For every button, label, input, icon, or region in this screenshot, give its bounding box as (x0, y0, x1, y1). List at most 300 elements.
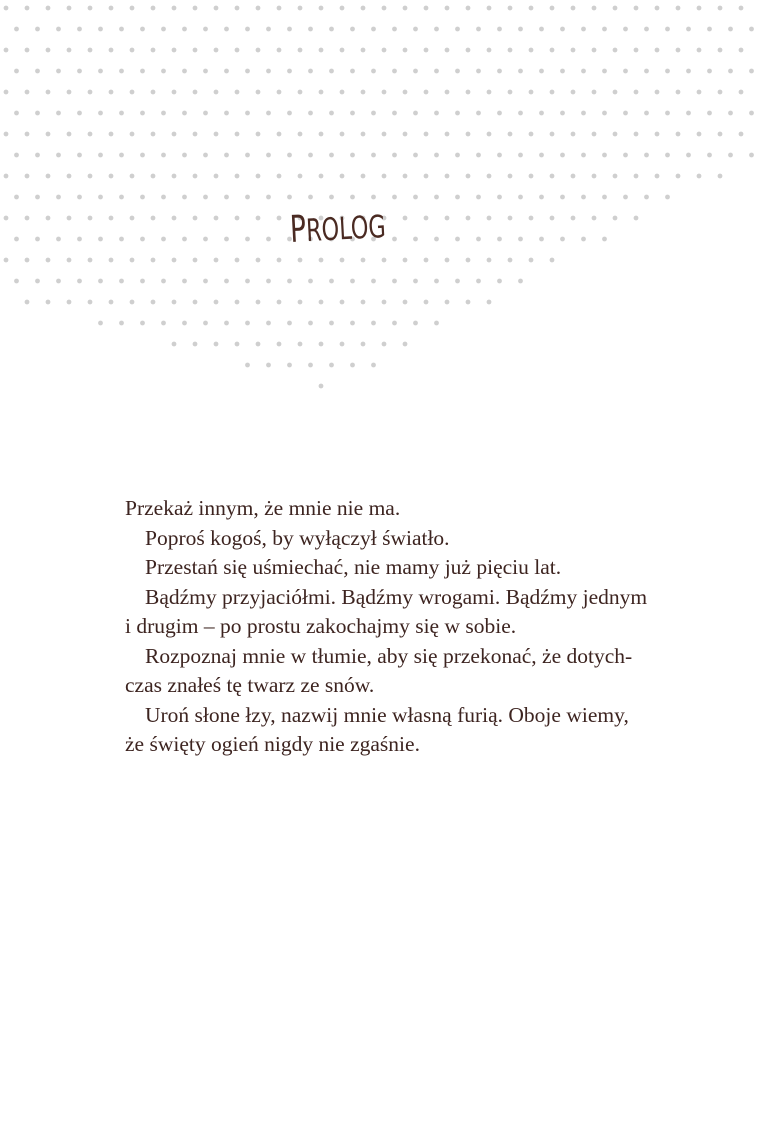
text-line: Poproś kogoś, by wyłączył światło. (145, 525, 450, 550)
decorative-dot (308, 111, 313, 116)
decorative-dot (508, 6, 513, 11)
decorative-dot (592, 174, 597, 179)
decorative-dot (350, 27, 355, 32)
decorative-dot (550, 132, 555, 137)
decorative-dot (340, 90, 345, 95)
decorative-dot (245, 69, 250, 74)
decorative-dot (109, 90, 114, 95)
decorative-dot (4, 216, 9, 221)
decorative-dot (4, 6, 9, 11)
decorative-dot (161, 279, 166, 284)
decorative-dot (182, 195, 187, 200)
decorative-dot (46, 48, 51, 53)
decorative-dot (224, 237, 229, 242)
decorative-dot (350, 279, 355, 284)
chapter-title (289, 203, 387, 251)
decorative-dot (46, 6, 51, 11)
decorative-dot (571, 216, 576, 221)
decorative-dot (172, 48, 177, 53)
decorative-dot (161, 111, 166, 116)
decorative-dot (67, 300, 72, 305)
decorative-dot (266, 111, 271, 116)
decorative-dot (371, 321, 376, 326)
decorative-dot (413, 69, 418, 74)
decorative-dot (371, 363, 376, 368)
decorative-dot (256, 48, 261, 53)
decorative-dot (67, 48, 72, 53)
decorative-dot (529, 258, 534, 263)
decorative-dot (161, 321, 166, 326)
decorative-dot (319, 342, 324, 347)
decorative-dot (445, 48, 450, 53)
decorative-dot (77, 195, 82, 200)
decorative-dot (319, 300, 324, 305)
decorative-dot (392, 69, 397, 74)
decorative-dot (487, 90, 492, 95)
decorative-dot (46, 258, 51, 263)
decorative-dot (602, 111, 607, 116)
decorative-dot (88, 90, 93, 95)
decorative-dot (67, 174, 72, 179)
decorative-dot (697, 6, 702, 11)
decorative-dot (476, 27, 481, 32)
decorative-dot (560, 69, 565, 74)
decorative-dot (172, 174, 177, 179)
decorative-dot (182, 237, 187, 242)
decorative-dot (539, 237, 544, 242)
decorative-dot (518, 27, 523, 32)
decorative-dot (214, 48, 219, 53)
decorative-dot (350, 363, 355, 368)
decorative-dot (508, 48, 513, 53)
decorative-dot (497, 237, 502, 242)
decorative-dot (25, 174, 30, 179)
decorative-dot (613, 6, 618, 11)
decorative-dot (224, 27, 229, 32)
decorative-dot (571, 132, 576, 137)
decorative-dot (392, 111, 397, 116)
decorative-dot (581, 237, 586, 242)
decorative-dot (424, 258, 429, 263)
decorative-dot (361, 48, 366, 53)
decorative-dot (214, 258, 219, 263)
decorative-dot (161, 195, 166, 200)
decorative-dot (466, 174, 471, 179)
decorative-dot (382, 6, 387, 11)
decorative-dot (119, 321, 124, 326)
decorative-dot (434, 321, 439, 326)
decorative-dot (287, 111, 292, 116)
decorative-dot (245, 195, 250, 200)
decorative-dot (182, 153, 187, 158)
decorative-dot (277, 132, 282, 137)
decorative-dot (235, 6, 240, 11)
decorative-dot (256, 216, 261, 221)
decorative-dot (340, 300, 345, 305)
decorative-dot (739, 132, 744, 137)
decorative-dot (497, 279, 502, 284)
decorative-dot (245, 237, 250, 242)
decorative-dot (697, 48, 702, 53)
decorative-dot (224, 321, 229, 326)
decorative-dot (88, 216, 93, 221)
decorative-dot (676, 90, 681, 95)
decorative-dot (550, 216, 555, 221)
decorative-dot (25, 48, 30, 53)
decorative-dot (550, 6, 555, 11)
decorative-dot (508, 216, 513, 221)
decorative-dot (476, 279, 481, 284)
decorative-dot (245, 321, 250, 326)
decorative-dot (371, 69, 376, 74)
decorative-dot (560, 111, 565, 116)
decorative-dot (581, 153, 586, 158)
decorative-dot (749, 153, 754, 158)
decorative-dot (256, 300, 261, 305)
decorative-dot (109, 258, 114, 263)
decorative-dot (634, 48, 639, 53)
decorative-dot (655, 174, 660, 179)
decorative-dot (508, 174, 513, 179)
decorative-dot (403, 132, 408, 137)
decorative-dot (130, 174, 135, 179)
decorative-dot (193, 258, 198, 263)
decorative-dot (340, 48, 345, 53)
decorative-dot (256, 258, 261, 263)
decorative-dot (298, 6, 303, 11)
decorative-dot (182, 111, 187, 116)
decorative-dot (193, 174, 198, 179)
decorative-dot (413, 27, 418, 32)
decorative-dot (518, 111, 523, 116)
decorative-dot (602, 27, 607, 32)
decorative-dot (67, 90, 72, 95)
decorative-dot (98, 237, 103, 242)
decorative-dot (686, 27, 691, 32)
decorative-dot (319, 174, 324, 179)
decorative-dot (14, 237, 19, 242)
decorative-dot (350, 321, 355, 326)
decorative-dot (182, 69, 187, 74)
decorative-dot (140, 27, 145, 32)
decorative-dot (109, 300, 114, 305)
decorative-dot (529, 48, 534, 53)
decorative-dot (476, 111, 481, 116)
text-line: Przestań się uśmiechać, nie mamy już pięciu lat. (145, 555, 562, 579)
decorative-dot (266, 27, 271, 32)
decorative-dot (749, 111, 754, 116)
decorative-dot (382, 90, 387, 95)
decorative-dot (676, 48, 681, 53)
decorative-dot (550, 174, 555, 179)
decorative-dot (592, 216, 597, 221)
decorative-dot (665, 153, 670, 158)
decorative-dot (151, 90, 156, 95)
decorative-dot (623, 27, 628, 32)
decorative-dot (329, 363, 334, 368)
decorative-dot (392, 153, 397, 158)
chapter-title-initial: P (288, 207, 308, 251)
decorative-dot (476, 195, 481, 200)
decorative-dot (161, 27, 166, 32)
decorative-dot (466, 300, 471, 305)
decorative-dot (455, 111, 460, 116)
decorative-dot (172, 132, 177, 137)
decorative-dot (14, 279, 19, 284)
decorative-dot (319, 90, 324, 95)
decorative-dot (77, 27, 82, 32)
decorative-dot (686, 69, 691, 74)
decorative-dot (4, 174, 9, 179)
decorative-dot (130, 90, 135, 95)
decorative-dot (203, 69, 208, 74)
decorative-dot (46, 300, 51, 305)
decorative-dot (161, 69, 166, 74)
decorative-dot (329, 69, 334, 74)
decorative-dot (539, 111, 544, 116)
decorative-dot (455, 69, 460, 74)
decorative-dot (329, 195, 334, 200)
decorative-dot (14, 153, 19, 158)
chapter-title-rest: ROLOG (305, 209, 387, 250)
decorative-dot (340, 6, 345, 11)
decorative-dot (529, 216, 534, 221)
decorative-dot (193, 132, 198, 137)
decorative-dot (77, 237, 82, 242)
decorative-dot (697, 90, 702, 95)
decorative-dot (277, 258, 282, 263)
decorative-dot (224, 69, 229, 74)
decorative-dot (35, 111, 40, 116)
decorative-dot (88, 6, 93, 11)
decorative-dot (25, 90, 30, 95)
decorative-dot (466, 90, 471, 95)
decorative-dot (644, 111, 649, 116)
decorative-dot (634, 216, 639, 221)
decorative-dot (298, 90, 303, 95)
decorative-dot (214, 216, 219, 221)
decorative-dot (140, 153, 145, 158)
decorative-dot (319, 258, 324, 263)
decorative-dot (298, 174, 303, 179)
decorative-dot (151, 300, 156, 305)
decorative-dot (4, 258, 9, 263)
decorative-dot (203, 195, 208, 200)
decorative-dot (634, 132, 639, 137)
decorative-dot (203, 237, 208, 242)
decorative-dot (193, 300, 198, 305)
decorative-dot (571, 90, 576, 95)
decorative-dot (361, 6, 366, 11)
decorative-dot (518, 237, 523, 242)
decorative-dot (214, 90, 219, 95)
decorative-dot (130, 132, 135, 137)
decorative-dot (455, 279, 460, 284)
decorative-dot (508, 90, 513, 95)
decorative-dot (445, 300, 450, 305)
decorative-dot (413, 153, 418, 158)
decorative-dot (172, 342, 177, 347)
decorative-dot (392, 321, 397, 326)
decorative-dot (98, 27, 103, 32)
decorative-dot (382, 48, 387, 53)
decorative-dot (35, 237, 40, 242)
decorative-dot (329, 27, 334, 32)
decorative-dot (25, 300, 30, 305)
decorative-dot (350, 153, 355, 158)
decorative-dot (151, 132, 156, 137)
decorative-dot (46, 174, 51, 179)
decorative-dot (434, 237, 439, 242)
decorative-dot (665, 27, 670, 32)
decorative-dot (256, 6, 261, 11)
decorative-dot (697, 132, 702, 137)
decorative-dot (676, 174, 681, 179)
decorative-dot (4, 132, 9, 137)
decorative-dot (119, 237, 124, 242)
decorative-dot (109, 174, 114, 179)
decorative-dot (193, 90, 198, 95)
decorative-dot (434, 111, 439, 116)
decorative-dot (424, 132, 429, 137)
decorative-dot (592, 90, 597, 95)
decorative-dot (224, 195, 229, 200)
decorative-dot (560, 27, 565, 32)
decorative-dot (256, 90, 261, 95)
decorative-dot (403, 6, 408, 11)
decorative-dot (14, 27, 19, 32)
decorative-dot (319, 48, 324, 53)
decorative-dot (466, 216, 471, 221)
decorative-dot (56, 69, 61, 74)
decorative-dot (655, 48, 660, 53)
decorative-dot (172, 216, 177, 221)
decorative-dot (151, 258, 156, 263)
decorative-dot (287, 279, 292, 284)
decorative-dot (508, 258, 513, 263)
decorative-dot (214, 300, 219, 305)
decorative-dot (308, 195, 313, 200)
decorative-dot (308, 279, 313, 284)
decorative-dot (487, 216, 492, 221)
decorative-dot (109, 216, 114, 221)
decorative-dot (424, 174, 429, 179)
decorative-dot (487, 258, 492, 263)
decorative-dot (718, 6, 723, 11)
decorative-dot (382, 258, 387, 263)
decorative-dot (88, 300, 93, 305)
decorative-dot (151, 174, 156, 179)
decorative-dot (77, 69, 82, 74)
text-line: czas znałeś tę twarz ze snów. (125, 673, 375, 697)
decorative-dot (46, 132, 51, 137)
decorative-dot (529, 90, 534, 95)
decorative-dot (35, 153, 40, 158)
decorative-dot (424, 48, 429, 53)
decorative-dot (413, 237, 418, 242)
decorative-dot (476, 153, 481, 158)
decorative-dot (403, 174, 408, 179)
decorative-dot (266, 195, 271, 200)
decorative-dot (718, 90, 723, 95)
decorative-dot (161, 153, 166, 158)
decorative-dot (256, 174, 261, 179)
decorative-dot (277, 48, 282, 53)
decorative-dot (109, 48, 114, 53)
decorative-dot (455, 153, 460, 158)
prologue-text (125, 494, 648, 760)
decorative-dot (728, 153, 733, 158)
decorative-dot (718, 174, 723, 179)
decorative-dot (119, 195, 124, 200)
decorative-dot (287, 69, 292, 74)
decorative-dot (424, 216, 429, 221)
decorative-dot (676, 6, 681, 11)
decorative-dot (455, 27, 460, 32)
decorative-dot (361, 174, 366, 179)
decorative-dot (308, 153, 313, 158)
decorative-dot (172, 90, 177, 95)
decorative-dot (497, 27, 502, 32)
decorative-dot (203, 27, 208, 32)
decorative-dot (140, 195, 145, 200)
decorative-dot (728, 69, 733, 74)
decorative-dot (697, 174, 702, 179)
decorative-dot (88, 48, 93, 53)
decorative-dot (466, 6, 471, 11)
decorative-dot (445, 132, 450, 137)
decorative-dot (224, 111, 229, 116)
decorative-dot (235, 174, 240, 179)
decorative-dot (487, 6, 492, 11)
decorative-dot (193, 48, 198, 53)
decorative-dot (25, 258, 30, 263)
decorative-dot (14, 111, 19, 116)
decorative-dot (445, 258, 450, 263)
decorative-dot (245, 279, 250, 284)
decorative-dot (455, 195, 460, 200)
decorative-dot (466, 132, 471, 137)
decorative-dot (634, 90, 639, 95)
decorative-dot (581, 111, 586, 116)
decorative-dot (529, 174, 534, 179)
decorative-dot (161, 237, 166, 242)
decorative-dot (224, 279, 229, 284)
decorative-dot (739, 90, 744, 95)
decorative-dot (728, 27, 733, 32)
decorative-dot (560, 237, 565, 242)
decorative-dot (445, 174, 450, 179)
decorative-dot (67, 132, 72, 137)
decorative-dot (644, 69, 649, 74)
decorative-dot (172, 258, 177, 263)
decorative-dot (581, 195, 586, 200)
decorative-dot (371, 27, 376, 32)
decorative-dot (518, 279, 523, 284)
decorative-dot (665, 195, 670, 200)
decorative-dot (266, 69, 271, 74)
decorative-dot (424, 300, 429, 305)
decorative-dot (277, 174, 282, 179)
decorative-dot (718, 132, 723, 137)
decorative-dot (728, 111, 733, 116)
decorative-dot (56, 279, 61, 284)
decorative-dot (130, 6, 135, 11)
decorative-dot (487, 48, 492, 53)
decorative-dot (340, 132, 345, 137)
decorative-dot (214, 342, 219, 347)
decorative-dot (403, 48, 408, 53)
